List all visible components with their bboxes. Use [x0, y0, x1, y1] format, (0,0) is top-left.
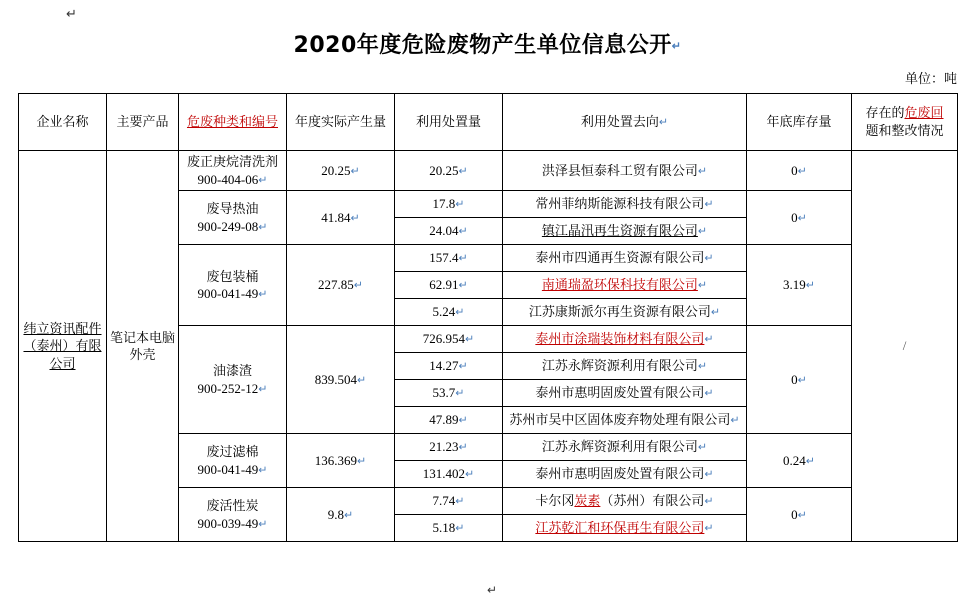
waste-code [182, 515, 283, 533]
waste-name: 废正庚烷清洗剂 [186, 154, 278, 169]
disposal-amount-mark: ↵ [455, 522, 465, 535]
waste-code-mark: ↵ [258, 518, 268, 531]
waste-code-text: 900-039-49 [197, 515, 259, 531]
cell-waste-type [179, 245, 287, 326]
annual-output-mark: ↵ [357, 374, 367, 387]
col-issue [852, 94, 958, 151]
destination-text: 镇江晶汛再生资源有限公司 [541, 223, 698, 239]
waste-code [182, 380, 283, 398]
table-row [19, 151, 958, 191]
col-annual-output: 年度实际产生量 [287, 94, 395, 151]
cell-annual-output [287, 151, 395, 191]
cell-stock [747, 191, 852, 245]
waste-code-mark: ↵ [258, 174, 268, 187]
disposal-amount-text: 131.402 [422, 466, 466, 482]
waste-code-mark: ↵ [258, 221, 268, 234]
destination-text: 卡尔冈炭素（苏州）有限公司 [535, 493, 705, 509]
stock-mark: ↵ [797, 374, 807, 387]
disposal-amount-mark: ↵ [455, 387, 465, 400]
cell-destination [503, 407, 747, 434]
destination-text: 江苏永辉资源利用有限公司 [541, 439, 698, 455]
cell-issue [852, 151, 958, 542]
destination-mark: ↵ [704, 495, 714, 508]
unit-label: 单位：吨 [904, 71, 957, 86]
waste-code [182, 171, 283, 189]
destination-text: 泰州市惠明固废处置有限公司 [535, 385, 705, 401]
disposal-amount-text: 157.4 [429, 250, 459, 266]
disposal-amount-text: 47.89 [429, 412, 459, 428]
annual-output-text: 9.8 [327, 506, 345, 522]
cell-disposal-amount [395, 434, 503, 461]
waste-code-text: 900-252-12 [197, 380, 259, 396]
page-title [0, 28, 975, 59]
disposal-amount-text: 726.954 [422, 331, 466, 347]
destination-text: 常州菲纳斯能源科技有限公司 [535, 196, 705, 212]
cell-disposal-amount [395, 245, 503, 272]
annual-output-text: 20.25 [321, 162, 351, 178]
disposal-amount-mark: ↵ [455, 198, 465, 211]
col-destination-label: 利用处置去向 [580, 114, 659, 130]
destination-mark: ↵ [697, 165, 708, 178]
cell-waste-type [179, 488, 287, 542]
waste-code [182, 285, 283, 303]
destination-mark: ↵ [697, 360, 708, 373]
cell-waste-type [179, 434, 287, 488]
waste-code-mark: ↵ [258, 464, 268, 477]
cell-annual-output [287, 434, 395, 488]
col-issue-label-1: 存在的 [865, 105, 905, 121]
disposal-amount-text: 62.91 [429, 277, 459, 293]
cell-destination [503, 272, 747, 299]
disposal-amount-text: 7.74 [432, 493, 456, 509]
disposal-amount-mark: ↵ [465, 468, 475, 481]
cell-destination [503, 488, 747, 515]
waste-name: 油漆渣 [212, 363, 252, 379]
cell-destination [503, 151, 747, 191]
disposal-amount-text: 17.8 [432, 196, 456, 212]
waste-name: 废包装桶 [206, 268, 259, 284]
col-product: 主要产品 [107, 94, 179, 151]
destination-text: 苏州市吴中区固体废弃物处理有限公司 [509, 412, 731, 428]
cell-annual-output [287, 245, 395, 326]
cell-waste-type [179, 191, 287, 245]
issue-note: / [902, 338, 907, 354]
cell-annual-output [287, 488, 395, 542]
cell-disposal-amount [395, 380, 503, 407]
cell-disposal-amount [395, 151, 503, 191]
cell-destination [503, 191, 747, 218]
cell-destination [503, 515, 747, 542]
page-title-text: 2020年度危险废物产生单位信息公开 [293, 33, 672, 58]
cell-destination [503, 299, 747, 326]
disposal-amount-mark: ↵ [465, 333, 475, 346]
annual-output-text: 41.84 [321, 209, 351, 225]
destination-text: 泰州市涂瑞装饰材料有限公司 [535, 331, 705, 347]
cell-destination [503, 218, 747, 245]
bottom-paragraph-mark: ↵ [487, 583, 498, 597]
table-body [19, 151, 958, 542]
col-waste-type-label: 危废种类和编号 [186, 114, 278, 130]
col-company: 企业名称 [19, 94, 107, 151]
top-paragraph-mark: ↵ [66, 6, 77, 21]
col-disposal-amount: 利用处置量 [395, 94, 503, 151]
stock-mark: ↵ [797, 165, 807, 178]
cell-annual-output [287, 191, 395, 245]
destination-mark: ↵ [697, 279, 708, 292]
waste-name: 废导热油 [206, 201, 259, 217]
disposal-amount-mark: ↵ [458, 165, 468, 178]
annual-output-mark: ↵ [353, 279, 363, 292]
waste-name: 废活性炭 [206, 498, 259, 514]
cell-destination [503, 461, 747, 488]
disposal-amount-mark: ↵ [458, 252, 468, 265]
waste-name: 废过滤棉 [206, 444, 259, 460]
col-stock: 年底库存量 [747, 94, 852, 151]
annual-output-mark: ↵ [350, 165, 360, 178]
destination-mark: ↵ [710, 306, 721, 319]
annual-output-mark: ↵ [350, 212, 360, 225]
destination-mark: ↵ [704, 252, 714, 265]
cell-stock [747, 434, 852, 488]
destination-mark: ↵ [704, 522, 714, 535]
waste-code-text: 900-041-49 [197, 461, 259, 477]
disposal-amount-text: 24.04 [429, 223, 459, 239]
col-issue-label-3: 题和整改情况 [865, 123, 944, 138]
stock-text: 0 [791, 506, 798, 522]
destination-mark: ↵ [697, 225, 708, 238]
disposal-amount-mark: ↵ [458, 441, 468, 454]
cell-disposal-amount [395, 515, 503, 542]
waste-disclosure-table [18, 93, 958, 542]
cell-disposal-amount [395, 191, 503, 218]
destination-mark: ↵ [697, 441, 708, 454]
disposal-amount-text: 21.23 [429, 439, 459, 455]
disposal-amount-text: 53.7 [432, 385, 456, 401]
destination-text: 江苏康斯派尔再生资源有限公司 [528, 304, 711, 320]
cell-destination [503, 245, 747, 272]
destination-text: 泰州市惠明固废处置有限公司 [535, 466, 705, 482]
col-destination [503, 94, 747, 151]
cell-destination [503, 380, 747, 407]
stock-text: 0 [791, 209, 798, 225]
annual-output-mark: ↵ [357, 455, 367, 468]
disposal-amount-text: 5.18 [432, 520, 456, 536]
annual-output-mark: ↵ [344, 509, 354, 522]
stock-mark: ↵ [797, 212, 807, 225]
cell-destination [503, 434, 747, 461]
cell-disposal-amount [395, 407, 503, 434]
disposal-amount-mark: ↵ [458, 414, 468, 427]
title-paragraph-mark: ↵ [671, 40, 682, 53]
disposal-amount-mark: ↵ [458, 225, 468, 238]
cell-annual-output [287, 326, 395, 434]
stock-text: 0 [791, 371, 798, 387]
destination-text: 江苏永辉资源利用有限公司 [541, 358, 698, 374]
stock-text: 3.19 [783, 277, 806, 293]
annual-output-text: 227.85 [318, 277, 354, 293]
destination-text: 江苏乾汇和环保再生有限公司 [535, 520, 705, 536]
cell-waste-type [179, 326, 287, 434]
disposal-amount-mark: ↵ [458, 360, 468, 373]
stock-text: 0 [791, 162, 798, 178]
waste-code [182, 218, 283, 236]
cell-company [19, 151, 107, 542]
disposal-amount-text: 20.25 [429, 162, 459, 178]
cell-destination [503, 353, 747, 380]
disposal-amount-mark: ↵ [458, 279, 468, 292]
cell-destination [503, 326, 747, 353]
cell-product: 笔记本电脑外壳 [107, 151, 179, 542]
destination-mark: ↵ [704, 333, 714, 346]
cell-disposal-amount [395, 326, 503, 353]
destination-mark: ↵ [704, 468, 714, 481]
stock-mark: ↵ [797, 509, 807, 522]
destination-mark: ↵ [704, 198, 714, 211]
col-issue-label-2: 危废回 [904, 105, 944, 121]
cell-stock [747, 488, 852, 542]
cell-disposal-amount [395, 488, 503, 515]
cell-disposal-amount [395, 353, 503, 380]
annual-output-text: 839.504 [314, 371, 358, 387]
destination-mark: ↵ [704, 387, 714, 400]
col-destination-mark: ↵ [658, 116, 669, 129]
waste-code-text: 900-041-49 [197, 286, 259, 302]
stock-mark: ↵ [805, 279, 815, 292]
disposal-amount-mark: ↵ [455, 495, 465, 508]
destination-text: 南通瑞盈环保科技有限公司 [541, 277, 698, 293]
annual-output-text: 136.369 [314, 452, 358, 468]
disposal-amount-text: 5.24 [432, 304, 456, 320]
disposal-amount-text: 14.27 [429, 358, 459, 374]
destination-text: 洪泽县恒泰科工贸有限公司 [541, 162, 698, 178]
cell-waste-type [179, 151, 287, 191]
cell-disposal-amount [395, 299, 503, 326]
waste-code [182, 461, 283, 479]
cell-disposal-amount [395, 218, 503, 245]
stock-text: 0.24 [783, 452, 806, 468]
disposal-amount-mark: ↵ [455, 306, 465, 319]
cell-stock [747, 245, 852, 326]
waste-code-text: 900-249-08 [197, 218, 259, 234]
table-header-row [19, 94, 958, 151]
cell-disposal-amount [395, 272, 503, 299]
cell-stock [747, 326, 852, 434]
company-name: 纬立资讯配件（泰州）有限公司 [23, 320, 102, 371]
waste-code-mark: ↵ [258, 383, 268, 396]
col-waste-type [179, 94, 287, 151]
destination-mark: ↵ [730, 414, 740, 427]
cell-disposal-amount [395, 461, 503, 488]
destination-text: 泰州市四通再生资源有限公司 [535, 250, 705, 266]
waste-code-text: 900-404-06 [197, 171, 259, 187]
cell-stock [747, 151, 852, 191]
waste-code-mark: ↵ [258, 288, 268, 301]
stock-mark: ↵ [805, 455, 815, 468]
